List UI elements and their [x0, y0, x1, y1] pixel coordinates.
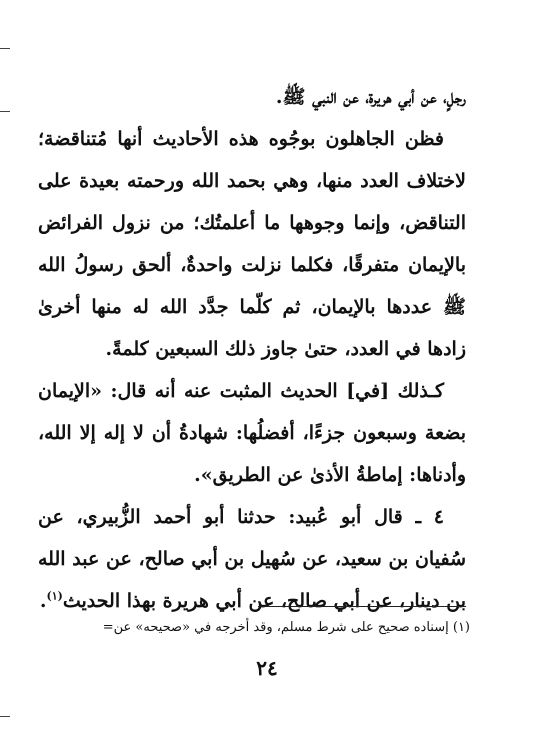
page-number: ٢٤	[256, 656, 278, 680]
edge-mark	[0, 716, 10, 717]
paragraph-3: كـذلك [في] الحديث المثبت عنه أنه قال: «الإيمان بضعة وسبعون جزءًا، أفضلُها: شهادةُ أن لا إله إلا الله، وأدناها: إماطةُ الأذىٰ عن الطريق».	[38, 380, 466, 486]
paragraph-4	[38, 496, 466, 622]
edge-mark	[0, 111, 10, 112]
footnote: (١) إسناده صحيح على شرط مسلم، وقد أخرجه في «صحيحه» عن=	[102, 620, 470, 635]
paragraph-2: فظن الجاهلون بوجُوه هذه الأحاديث أنها مُتناقضة؛ لاختلاف العدد منها، وهي بحمد الله ورحمته بعيدة على التناقض، وإنما وجوهها ما أعلمتُك؛ من نزول الفرائض بالإيمان متفرقًا، فكلما نزلت واحدةٌ، ألحق رسولُ الله ﷺ عددها بالإيمان، ثم كلّما جدَّد الله له منها أخرىٰ زادها في العدد، حتىٰ جاوز ذلك السبعين كلمةً.	[38, 128, 466, 360]
main-text	[38, 76, 466, 622]
paragraph-1: رجلٍ، عن أبي هريرة، عن النبي ﷺ.	[275, 86, 466, 108]
paragraph-end: .	[39, 590, 47, 612]
hadith-text: ٤ ـ قال أبو عُبيد: حدثنا أبو أحمد الزُّبيري، عن سُفيان بن سعيد، عن سُهيل بن أبي صالح، عن عبد الله بن دينار، عن أبي صالح، عن أبي هريرة بهذا الحديث	[38, 506, 466, 612]
footnote-divider	[258, 606, 466, 607]
edge-mark	[0, 48, 10, 49]
footnote-reference: (١)	[46, 589, 63, 603]
